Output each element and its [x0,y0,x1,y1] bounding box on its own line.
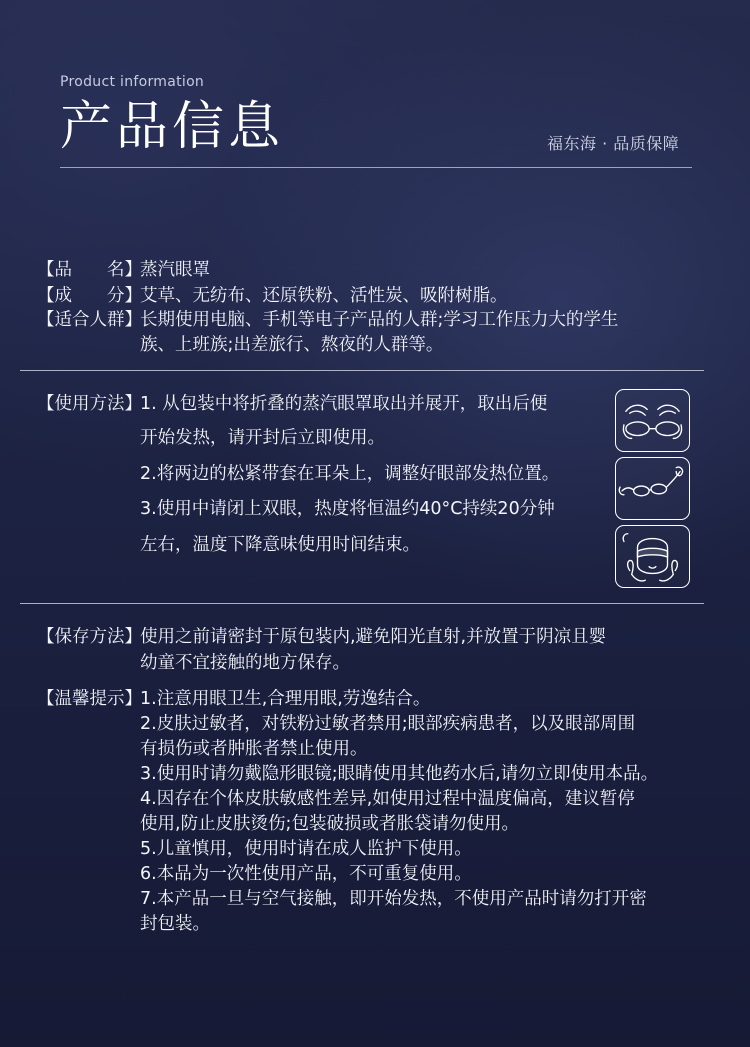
stretch-strap-icon [615,457,690,520]
info-value: 蒸汽眼罩 [140,260,210,280]
info-row-audience [37,308,619,332]
brand-slogan: 福东海 · 品质保障 [547,134,680,153]
tip-line: 2.皮肤过敏者，对铁粉过敏者禁用;眼部疾病患者，以及眼部周围 [140,714,636,734]
info-value: 长期使用电脑、手机等电子产品的人群;学习工作压力大的学生 [140,310,619,330]
info-value: 艾草、无纺布、还原铁粉、活性炭、吸附树脂。 [140,286,508,306]
info-label: 【品 名】 [37,260,142,280]
storage-row [37,625,607,649]
tip-line: 1.注意用眼卫生,合理用眼,劳逸结合。 [140,689,431,709]
wear-mask-icon [615,525,690,588]
tip-line: 4.因存在个体皮肤敏感性差异,如使用过程中温度偏高，建议暂停 [140,789,635,809]
usage-line: 开始发热，请开封后立即使用。 [140,428,385,448]
english-title: Product information [60,74,205,90]
info-row-ingredients [37,284,508,308]
storage-continued: 幼童不宜接触的地方保存。 [140,653,350,673]
tips-label: 【温馨提示】 [37,689,142,709]
section-divider [20,370,704,371]
usage-line: 2.将两边的松紧带套在耳朵上，调整好眼部发热位置。 [140,464,560,484]
unfold-mask-icon [615,389,690,452]
page-title: 产品信息 [60,97,285,157]
tip-line: 使用,防止皮肤烫伤;包装破损或者胀袋请勿使用。 [140,814,519,834]
usage-line: 3.使用中请闭上双眼，热度将恒温约40°C持续20分钟 [140,499,555,519]
tip-line: 有损伤或者肿胀者禁止使用。 [140,739,368,759]
tips-row [37,687,431,711]
tip-line: 5.儿童慎用，使用时请在成人监护下使用。 [140,839,472,859]
header-divider [60,167,692,168]
section-divider [20,603,704,604]
info-label: 【成 分】 [37,286,142,306]
tip-line: 3.使用时请勿戴隐形眼镜;眼睛使用其他药水后,请勿立即使用本品。 [140,764,659,784]
tip-line: 7.本产品一旦与空气接触，即开始发热，不使用产品时请勿打开密 [140,889,647,909]
usage-line: 1. 从包装中将折叠的蒸汽眼罩取出并展开，取出后便 [140,394,548,414]
usage-label: 【使用方法】 [37,394,142,414]
tip-line: 6.本品为一次性使用产品，不可重复使用。 [140,864,472,884]
storage-value: 使用之前请密封于原包装内,避免阳光直射,并放置于阴凉且婴 [140,627,607,647]
usage-line: 左右，温度下降意味使用时间结束。 [140,535,420,555]
tip-line: 封包装。 [140,914,210,934]
info-row-name [37,258,210,282]
info-audience-continued: 族、上班族;出差旅行、熬夜的人群等。 [140,335,444,355]
info-label: 【适合人群】 [37,310,142,330]
storage-label: 【保存方法】 [37,627,142,647]
